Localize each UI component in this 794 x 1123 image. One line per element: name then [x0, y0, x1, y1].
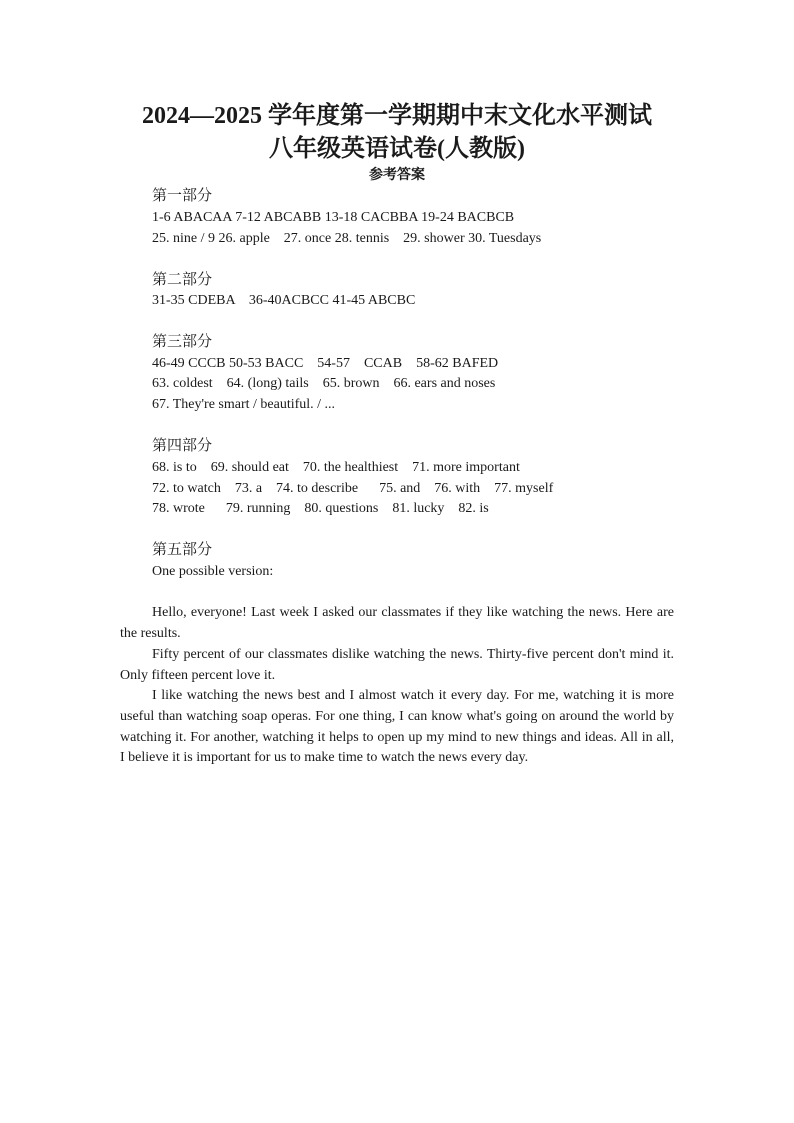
part3-heading: 第三部分 [152, 334, 213, 350]
part4-line-2: 72. to watch 73. a 74. to describe 75. and 76. with 77. myself [152, 481, 554, 496]
part1-line-1: 1-6 ABACAA 7-12 ABCABB 13-18 CACBBA 19-24 BACBCB [152, 210, 515, 225]
part1-line-2: 25. nine / 9 26. apple 27. once 28. tennis 29. shower 30. Tuesdays [152, 231, 542, 246]
essay-paragraph-3: I like watching the news best and I almost watch it every day. For me, watching it is more useful than watching soap operas. For one thing, I can know what's going on around the world by watching it. For another, watching it helps to open up my mind to new things and ideas. All in all, I believe it is important for us to make time to watch the news every day. [120, 688, 674, 766]
part4-line-3: 78. wrote 79. running 80. questions 81. lucky 82. is [152, 501, 489, 516]
title-line-1: 2024—2025 学年度第一学期期中末文化水平测试 [142, 103, 652, 129]
essay-paragraph-2: Fifty percent of our classmates dislike watching the news. Thirty-five percent don't mind it. Only fifteen percent love it. [120, 647, 674, 683]
part2-line-1: 31-35 CDEBA 36-40ACBCC 41-45 ABCBC [152, 293, 416, 308]
title-line-2: 八年级英语试卷(人教版) [269, 136, 525, 162]
part1-heading: 第一部分 [152, 188, 213, 204]
part5-intro: One possible version: [152, 564, 274, 579]
part5-heading: 第五部分 [152, 542, 213, 558]
part4-heading: 第四部分 [152, 438, 213, 454]
part2-heading: 第二部分 [152, 272, 213, 288]
subtitle: 参考答案 [369, 168, 425, 183]
part3-line-3: 67. They're smart / beautiful. / ... [152, 397, 336, 412]
part3-line-2: 63. coldest 64. (long) tails 65. brown 66. ears and noses [152, 376, 496, 391]
essay-paragraph-1: Hello, everyone! Last week I asked our classmates if they like watching the news. Here are the results. [120, 605, 674, 641]
part3-line-1: 46-49 CCCB 50-53 BACC 54-57 CCAB 58-62 BAFED [152, 356, 499, 371]
part4-line-1: 68. is to 69. should eat 70. the healthiest 71. more important [152, 460, 520, 475]
